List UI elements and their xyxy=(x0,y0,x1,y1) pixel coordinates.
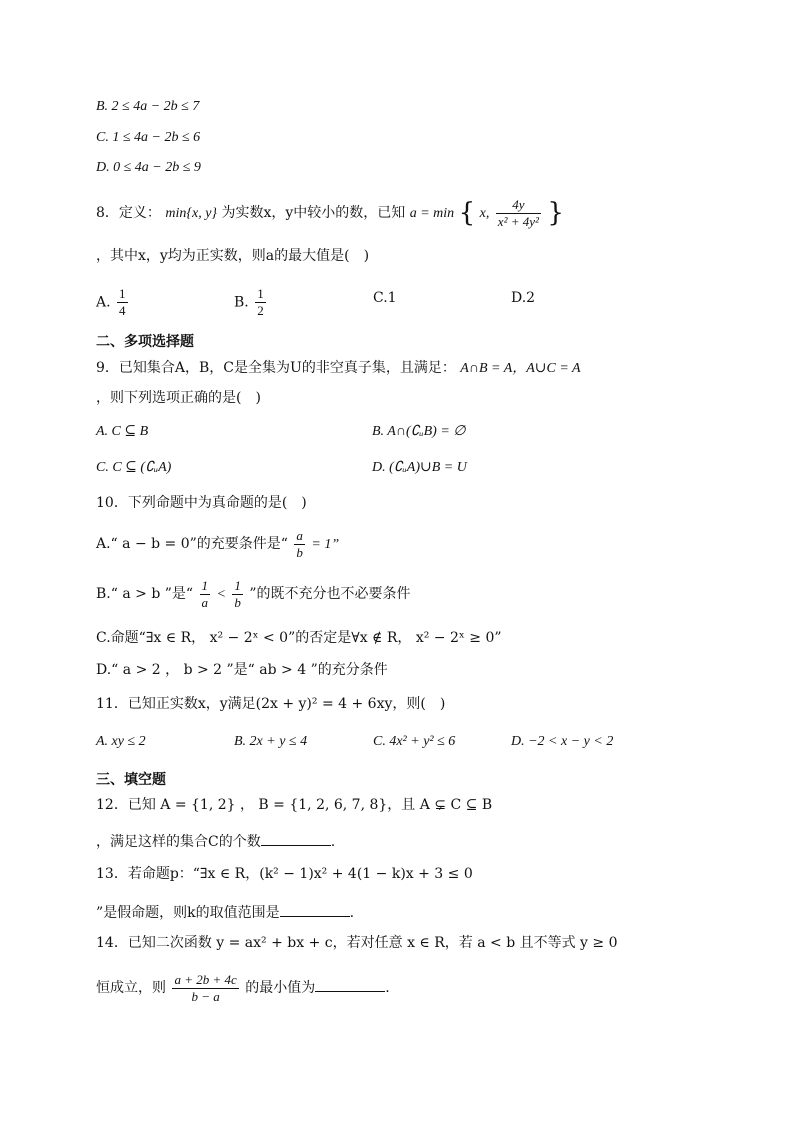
q8-min-notation: min{x, y} xyxy=(165,206,217,221)
q8-option-d: D.2 xyxy=(511,290,536,306)
q10-b-num-2: 1 xyxy=(234,577,241,593)
q9-stem xyxy=(96,358,581,379)
q8-frac-num: 4y xyxy=(496,197,541,214)
q11-option-c: C. 4x² + y² ≤ 6 xyxy=(373,734,456,749)
q7-option-c-text: C. 1 ≤ 4a − 2b ≤ 6 xyxy=(96,130,201,145)
q12-stem-2 xyxy=(96,831,335,852)
q12-answer-blank[interactable] xyxy=(261,831,331,846)
q14-stem-2 xyxy=(96,968,390,1008)
section-heading-multiple-choice: 二、多项选择题 xyxy=(96,334,194,350)
q8-option-b-den: 2 xyxy=(257,303,264,318)
q10-option-d: D.“ a > 2 ， b > 2 ”是“ ab > 4 ”的充分条件 xyxy=(96,662,388,678)
q8-a-eq: a = min xyxy=(409,206,455,221)
q12-stem: 12．已知 A = {1, 2} ， B = {1, 2, 6, 7, 8}，且 A ⊊ C ⊆ B xyxy=(96,797,493,813)
q9-condition: A∩B = A，A∪C = A xyxy=(460,361,581,376)
q8-frac-den: x² + 4y² xyxy=(497,213,539,229)
q8-option-c: C.1 xyxy=(373,290,397,306)
q14-text-2-pre: 恒成立，则 xyxy=(96,980,166,996)
q14-stem: 14．已知二次函数 y = ax² + bx + c，若对任意 x ∈ R，若 a < b 且不等式 y ≥ 0 xyxy=(96,935,618,951)
q8-stem-2 xyxy=(96,246,369,266)
q9-text-2: ，则下列选项正确的是( ) xyxy=(96,390,261,406)
q14-answer-blank[interactable] xyxy=(315,977,385,992)
q10-stem: 10．下列命题中为真命题的是( ) xyxy=(96,495,307,511)
q11-option-b: B. 2x + y ≤ 4 xyxy=(234,734,308,749)
q8-number: 8．定义： xyxy=(96,205,161,221)
q12-text-2: ，满足这样的集合C的个数 xyxy=(96,834,261,850)
q7-option-b-text: B. 2 ≤ 4a − 2b ≤ 7 xyxy=(96,99,200,114)
q9-option-b: B. A∩(∁ᵤB) = ∅ xyxy=(372,424,466,439)
q13-end: . xyxy=(349,905,355,921)
q8-text-2: ，其中x，y均为正实数，则a的最大值是( ) xyxy=(96,248,370,264)
q10-option-c: C.命题“∃x ∈ R， x² − 2ˣ < 0”的否定是∀x ∉ R， x² − 2ˣ ≥ 0” xyxy=(96,630,502,646)
q9-option-c: C. C ⊆ (∁ᵤA) xyxy=(96,460,172,475)
q14-frac-num: a + 2b + 4c xyxy=(174,971,237,987)
q8-fraction xyxy=(496,197,541,230)
q8-option-a xyxy=(96,286,130,319)
q10-option-a-pre: A.“ a − b = 0”的充要条件是“ xyxy=(96,536,288,552)
q11-option-a: A. xy ≤ 2 xyxy=(96,734,146,749)
q7-option-b xyxy=(96,96,199,117)
q8-x-part: x, xyxy=(479,206,490,221)
q14-end: . xyxy=(385,980,390,996)
q9-option-d: D. (∁ᵤA)∪B = U xyxy=(372,460,467,475)
q10-b-den-1: a xyxy=(201,594,209,610)
q10-b-lt: < xyxy=(216,587,226,602)
q8-option-a-den: 4 xyxy=(119,303,126,318)
q7-option-d xyxy=(96,157,201,178)
q8-option-a-num: 1 xyxy=(119,286,126,301)
q10-option-b-pre: B.“ a > b ”是“ xyxy=(96,586,194,602)
q14-frac-den: b − a xyxy=(191,988,220,1004)
q8-option-b-num: 1 xyxy=(257,286,264,301)
q10-b-den-2: b xyxy=(234,594,241,610)
q13-stem: 13．若命题p：“∃x ∈ R，(k² − 1)x² + 4(1 − k)x + 3 ≤ 0 xyxy=(96,866,473,882)
q10-option-b-post: ”的既不充分也不必要条件 xyxy=(249,586,411,602)
section-heading-fill-in: 三、填空题 xyxy=(96,772,166,788)
q10-option-a xyxy=(96,524,339,565)
q9-text: 9．已知集合A，B，C是全集为U的非空真子集，且满足： xyxy=(96,360,456,376)
q13-text-2: ”是假命题，则k的取值范围是 xyxy=(96,905,280,921)
q12-end: . xyxy=(330,834,336,850)
q10-option-a-post: = 1” xyxy=(311,537,340,552)
q8-option-a-label: A. xyxy=(96,294,111,311)
q10-b-num-1: 1 xyxy=(201,577,209,593)
q10-option-b xyxy=(96,574,411,615)
q14-text-2-post: 的最小值为 xyxy=(245,980,316,996)
q7-option-c xyxy=(96,127,200,148)
q10-a-num: a xyxy=(296,527,303,543)
q11-stem: 11．已知正实数x，y满足(2x + y)² = 4 + 6xy，则( ) xyxy=(96,696,446,712)
q13-stem-2 xyxy=(96,902,354,923)
q11-option-d: D. −2 < x − y < 2 xyxy=(511,734,614,749)
q7-option-d-text: D. 0 ≤ 4a − 2b ≤ 9 xyxy=(96,160,201,175)
q9-option-a: A. C ⊆ B xyxy=(96,424,149,439)
q10-a-den: b xyxy=(296,544,303,560)
q13-answer-blank[interactable] xyxy=(280,902,350,917)
q8-option-b-label: B. xyxy=(234,294,249,311)
q8-option-b xyxy=(234,286,268,319)
q8-stem: 8．定义： min{x, y} 为实数x，y中较小的数，已知 a = min { x, $\frac{4y}{\text{x² + 4y²}}$ } xyxy=(96,196,564,229)
q8-text-1: 为实数x，y中较小的数，已知 xyxy=(221,205,406,221)
q8-options xyxy=(96,280,656,320)
